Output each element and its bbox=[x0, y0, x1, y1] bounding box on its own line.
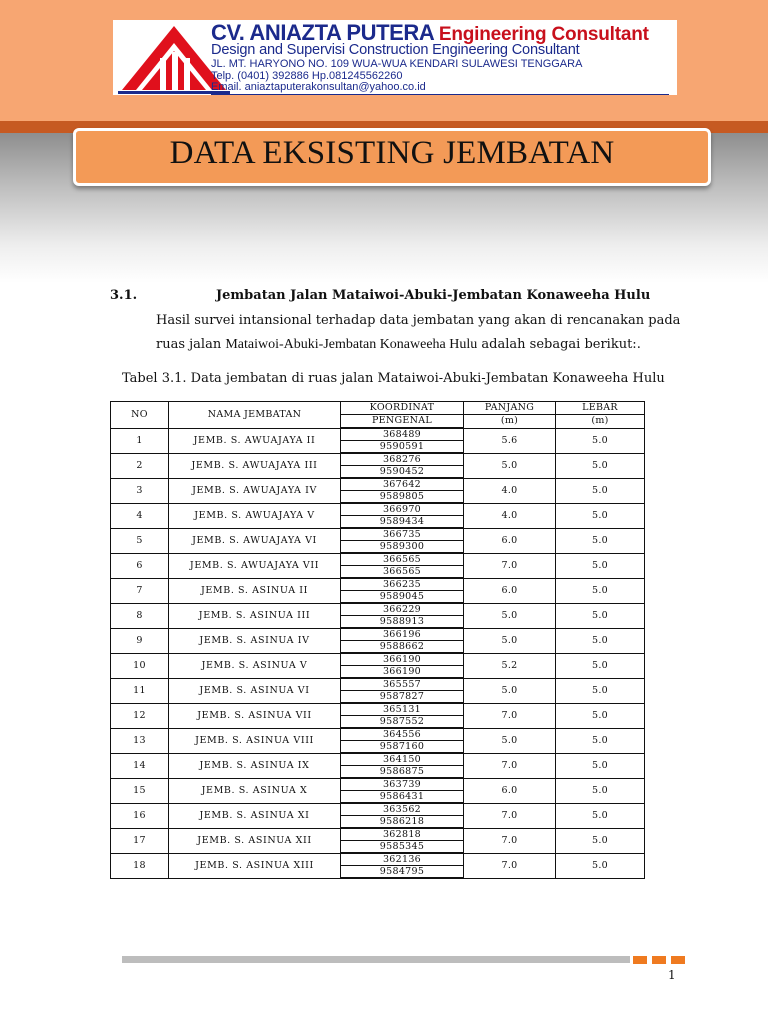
cell-no: 12 bbox=[111, 703, 169, 728]
cell-no: 17 bbox=[111, 828, 169, 853]
cell-coord-1: 363562 bbox=[341, 803, 464, 816]
company-phone: Telp. (0401) 392886 Hp.081245562260 bbox=[211, 70, 403, 82]
page-title: DATA EKSISTING JEMBATAN bbox=[169, 135, 615, 171]
cell-length: 4.0 bbox=[464, 478, 556, 503]
col-header-no: NO bbox=[111, 402, 169, 429]
cell-coord-2: 9585345 bbox=[341, 841, 464, 854]
cell-bridge-name: JEMB. S. AWUAJAYA VI bbox=[169, 528, 341, 553]
footer-bar bbox=[122, 956, 630, 963]
cell-bridge-name: JEMB. S. AWUAJAYA II bbox=[169, 428, 341, 453]
cell-bridge-name: JEMB. S. ASINUA VI bbox=[169, 678, 341, 703]
cell-coord-2: 9589434 bbox=[341, 516, 464, 529]
cell-bridge-name: JEMB. S. ASINUA XII bbox=[169, 828, 341, 853]
cell-coord-2: 366565 bbox=[341, 566, 464, 579]
cell-no: 16 bbox=[111, 803, 169, 828]
cell-length: 7.0 bbox=[464, 828, 556, 853]
cell-length: 7.0 bbox=[464, 703, 556, 728]
table-row bbox=[111, 678, 645, 691]
intro-paragraph-line1: Hasil survei intansional terhadap data jembatan yang akan di rencanakan pada bbox=[156, 313, 681, 328]
footer-accent-square bbox=[671, 956, 685, 964]
cell-length: 5.0 bbox=[464, 678, 556, 703]
table-row bbox=[111, 453, 645, 466]
table-caption: Tabel 3.1. Data jembatan di ruas jalan Mataiwoi-Abuki-Jembatan Konaweeha Hulu bbox=[122, 371, 665, 386]
cell-coord-1: 362136 bbox=[341, 853, 464, 866]
cell-width: 5.0 bbox=[556, 478, 645, 503]
table-row bbox=[111, 603, 645, 616]
cell-coord-2: 9586218 bbox=[341, 816, 464, 829]
cell-width: 5.0 bbox=[556, 603, 645, 628]
cell-coord-1: 366190 bbox=[341, 653, 464, 666]
letterhead bbox=[113, 20, 677, 95]
table-row bbox=[111, 778, 645, 791]
cell-length: 7.0 bbox=[464, 853, 556, 878]
cell-bridge-name: JEMB. S. ASINUA IV bbox=[169, 628, 341, 653]
cell-width: 5.0 bbox=[556, 653, 645, 678]
cell-bridge-name: JEMB. S. AWUAJAYA VII bbox=[169, 553, 341, 578]
cell-coord-2: 366190 bbox=[341, 666, 464, 679]
cell-no: 3 bbox=[111, 478, 169, 503]
cell-width: 5.0 bbox=[556, 628, 645, 653]
cell-no: 4 bbox=[111, 503, 169, 528]
cell-bridge-name: JEMB. S. ASINUA VIII bbox=[169, 728, 341, 753]
cell-width: 5.0 bbox=[556, 753, 645, 778]
cell-length: 7.0 bbox=[464, 803, 556, 828]
cell-coord-1: 367642 bbox=[341, 478, 464, 491]
cell-no: 18 bbox=[111, 853, 169, 878]
col-header-length-unit: (m) bbox=[464, 415, 556, 429]
table-row bbox=[111, 428, 645, 441]
cell-no: 10 bbox=[111, 653, 169, 678]
cell-width: 5.0 bbox=[556, 528, 645, 553]
cell-coord-1: 368276 bbox=[341, 453, 464, 466]
cell-length: 5.0 bbox=[464, 603, 556, 628]
table-row bbox=[111, 753, 645, 766]
cell-width: 5.0 bbox=[556, 703, 645, 728]
cell-length: 5.6 bbox=[464, 428, 556, 453]
table-row bbox=[111, 803, 645, 816]
cell-no: 8 bbox=[111, 603, 169, 628]
cell-bridge-name: JEMB. S. ASINUA X bbox=[169, 778, 341, 803]
cell-bridge-name: JEMB. S. ASINUA V bbox=[169, 653, 341, 678]
cell-no: 9 bbox=[111, 628, 169, 653]
letterhead-underline bbox=[211, 94, 669, 95]
title-banner bbox=[73, 128, 711, 186]
cell-coord-1: 366970 bbox=[341, 503, 464, 516]
cell-length: 6.0 bbox=[464, 528, 556, 553]
footer-accent-square bbox=[652, 956, 666, 964]
cell-coord-2: 9588913 bbox=[341, 616, 464, 629]
cell-length: 6.0 bbox=[464, 578, 556, 603]
cell-width: 5.0 bbox=[556, 453, 645, 478]
col-header-coord: KOORDINAT bbox=[341, 402, 464, 415]
cell-width: 5.0 bbox=[556, 828, 645, 853]
cell-no: 15 bbox=[111, 778, 169, 803]
col-header-length: PANJANG bbox=[464, 402, 556, 415]
table-row bbox=[111, 703, 645, 716]
cell-width: 5.0 bbox=[556, 503, 645, 528]
cell-coord-1: 368489 bbox=[341, 428, 464, 441]
cell-coord-1: 365131 bbox=[341, 703, 464, 716]
cell-coord-1: 366565 bbox=[341, 553, 464, 566]
intro-paragraph-line2 bbox=[156, 337, 641, 353]
cell-coord-1: 366196 bbox=[341, 628, 464, 641]
cell-no: 5 bbox=[111, 528, 169, 553]
table-row bbox=[111, 478, 645, 491]
col-header-name: NAMA JEMBATAN bbox=[169, 402, 341, 429]
cell-no: 14 bbox=[111, 753, 169, 778]
para-text-a: ruas jalan bbox=[156, 337, 226, 352]
table-row bbox=[111, 653, 645, 666]
cell-bridge-name: JEMB. S. AWUAJAYA III bbox=[169, 453, 341, 478]
cell-no: 13 bbox=[111, 728, 169, 753]
cell-coord-2: 9589300 bbox=[341, 541, 464, 554]
col-header-width-unit: (m) bbox=[556, 415, 645, 429]
section-title: Jembatan Jalan Mataiwoi-Abuki-Jembatan Konaweeha Hulu bbox=[216, 288, 651, 303]
cell-bridge-name: JEMB. S. ASINUA VII bbox=[169, 703, 341, 728]
cell-width: 5.0 bbox=[556, 728, 645, 753]
cell-no: 1 bbox=[111, 428, 169, 453]
cell-width: 5.0 bbox=[556, 428, 645, 453]
cell-coord-1: 362818 bbox=[341, 828, 464, 841]
cell-width: 5.0 bbox=[556, 853, 645, 878]
cell-coord-2: 9586875 bbox=[341, 766, 464, 779]
cell-length: 6.0 bbox=[464, 778, 556, 803]
table-row bbox=[111, 503, 645, 516]
cell-length: 7.0 bbox=[464, 753, 556, 778]
cell-coord-2: 9587160 bbox=[341, 741, 464, 754]
cell-coord-2: 9589805 bbox=[341, 491, 464, 504]
section-number: 3.1. bbox=[110, 288, 138, 303]
table-row bbox=[111, 728, 645, 741]
table-row bbox=[111, 628, 645, 641]
cell-length: 7.0 bbox=[464, 553, 556, 578]
cell-coord-1: 364556 bbox=[341, 728, 464, 741]
cell-coord-2: 9590591 bbox=[341, 441, 464, 454]
cell-width: 5.0 bbox=[556, 778, 645, 803]
cell-coord-1: 366235 bbox=[341, 578, 464, 591]
company-name-suffix: Engineering Consultant bbox=[438, 24, 649, 45]
para-text-c: adalah sebagai berikut:. bbox=[477, 337, 641, 352]
cell-no: 7 bbox=[111, 578, 169, 603]
cell-bridge-name: JEMB. S. AWUAJAYA V bbox=[169, 503, 341, 528]
cell-bridge-name: JEMB. S. ASINUA XI bbox=[169, 803, 341, 828]
cell-bridge-name: JEMB. S. ASINUA II bbox=[169, 578, 341, 603]
cell-no: 11 bbox=[111, 678, 169, 703]
cell-no: 6 bbox=[111, 553, 169, 578]
cell-bridge-name: JEMB. S. ASINUA IX bbox=[169, 753, 341, 778]
cell-length: 5.0 bbox=[464, 728, 556, 753]
cell-coord-1: 366229 bbox=[341, 603, 464, 616]
col-header-width: LEBAR bbox=[556, 402, 645, 415]
cell-width: 5.0 bbox=[556, 578, 645, 603]
page-number: 1 bbox=[668, 968, 676, 982]
table-row bbox=[111, 553, 645, 566]
cell-width: 5.0 bbox=[556, 803, 645, 828]
cell-coord-1: 365557 bbox=[341, 678, 464, 691]
footer-accent-square bbox=[633, 956, 647, 964]
cell-coord-2: 9587552 bbox=[341, 716, 464, 729]
cell-coord-2: 9590452 bbox=[341, 466, 464, 479]
cell-length: 4.0 bbox=[464, 503, 556, 528]
table-row bbox=[111, 578, 645, 591]
cell-bridge-name: JEMB. S. ASINUA XIII bbox=[169, 853, 341, 878]
company-subtitle: Design and Supervisi Construction Engineering Consultant bbox=[211, 42, 580, 58]
cell-bridge-name: JEMB. S. ASINUA III bbox=[169, 603, 341, 628]
company-name-main: CV. ANIAZTA PUTERA bbox=[211, 20, 435, 45]
cell-width: 5.0 bbox=[556, 553, 645, 578]
cell-coord-1: 366735 bbox=[341, 528, 464, 541]
cell-length: 5.0 bbox=[464, 453, 556, 478]
table-row bbox=[111, 528, 645, 541]
cell-no: 2 bbox=[111, 453, 169, 478]
company-email: Email. aniaztaputerakonsultan@yahoo.co.id bbox=[211, 81, 426, 93]
cell-coord-2: 9588662 bbox=[341, 641, 464, 654]
bridge-data-table bbox=[110, 401, 645, 879]
cell-coord-2: 9584795 bbox=[341, 866, 464, 879]
table-row bbox=[111, 828, 645, 841]
company-address: JL. MT. HARYONO NO. 109 WUA-WUA KENDARI SULAWESI TENGGARA bbox=[211, 58, 583, 70]
cell-length: 5.2 bbox=[464, 653, 556, 678]
cell-length: 5.0 bbox=[464, 628, 556, 653]
cell-coord-2: 9586431 bbox=[341, 791, 464, 804]
cell-coord-1: 364150 bbox=[341, 753, 464, 766]
cell-width: 5.0 bbox=[556, 678, 645, 703]
para-road-name: Mataiwoi-Abuki-Jembatan Konaweeha Hulu bbox=[225, 337, 478, 352]
cell-coord-1: 363739 bbox=[341, 778, 464, 791]
table-row bbox=[111, 853, 645, 866]
cell-coord-2: 9587827 bbox=[341, 691, 464, 704]
cell-bridge-name: JEMB. S. AWUAJAYA IV bbox=[169, 478, 341, 503]
col-header-coord-sub: PENGENAL bbox=[341, 415, 464, 429]
cell-coord-2: 9589045 bbox=[341, 591, 464, 604]
